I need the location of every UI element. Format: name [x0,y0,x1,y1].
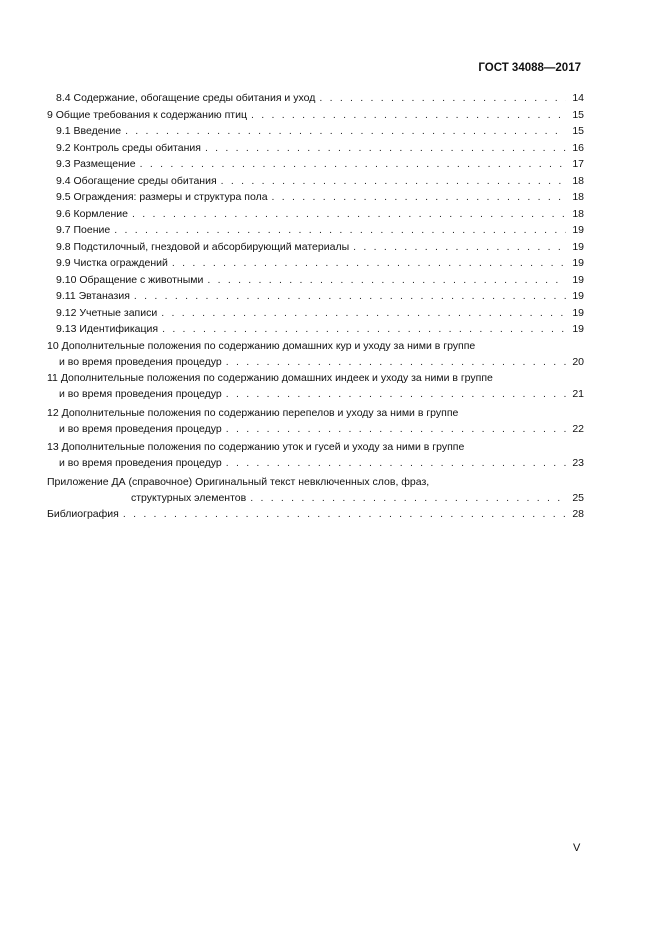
toc-entry-bibliography[interactable] [47,506,584,523]
toc-entry[interactable] [47,107,584,124]
toc-entry-label: 9.2 Контроль среды обитания [56,141,201,154]
toc-entry-page: 18 [572,207,584,220]
toc-entry-page: 20 [572,355,584,368]
toc-entry[interactable] [47,173,584,190]
toc-entry[interactable] [47,156,584,173]
toc-entry-multiline[interactable] [47,405,584,438]
toc-entry-page: 25 [572,491,584,504]
toc-entry[interactable] [47,272,584,289]
toc-entry[interactable] [47,206,584,223]
toc-entry-multiline[interactable] [47,439,584,472]
toc-entry-page: 19 [572,257,584,269]
toc-entry-page: 18 [572,174,584,187]
toc-entry-label: 9.1 Введение [56,125,122,137]
toc-entry[interactable] [47,140,584,157]
toc-entry-page: 16 [572,141,584,154]
toc-entry[interactable] [47,189,584,206]
toc-entry-label: 12 Дополнительные положения по содержанию перепелов и уходу за ними в группе [47,406,459,419]
toc-entry[interactable] [47,321,584,338]
toc-entry-page: 19 [572,224,584,236]
toc-entry-label: 9.11 Эвтаназия [56,290,130,302]
toc-entry-label-continuation: и во время проведения процедур [59,422,222,435]
toc-entry-label: 9.7 Поение [56,224,111,236]
toc-entry[interactable] [47,255,584,272]
toc-entry-page: 19 [572,240,584,253]
toc-entry-label: Приложение ДА (справочное) Оригинальный текст невключенных слов, фраз, [47,475,430,488]
page-number: V [573,842,581,854]
toc-entry-page: 19 [572,290,584,302]
toc-entry-label-continuation: и во время проведения процедур [59,355,222,368]
toc-entry-label: 9.10 Обращение с животными [56,273,204,286]
toc-entry-label: 9 Общие требования к содержанию птиц [47,108,247,121]
document-header: ГОСТ 34088—2017 [478,62,581,74]
toc-entry-multiline[interactable] [47,474,584,507]
toc-entry-label: 9.5 Ограждения: размеры и структура пола [56,191,268,203]
toc-entry-label: Библиография [47,508,119,520]
toc-entry-label: 8.4 Содержание, обогащение среды обитания и уход [56,92,316,104]
toc-entry-label-continuation: и во время проведения процедур [59,457,222,469]
toc-entry[interactable] [47,288,584,305]
toc-entry-page: 15 [572,125,584,137]
toc-entry-page: 15 [572,108,584,121]
toc-entry-label-continuation: структурных элементов [131,491,247,504]
toc-entry-page: 28 [572,508,584,520]
toc-entry-page: 19 [572,323,584,335]
toc-entry-page: 14 [572,92,584,104]
toc-entry-multiline[interactable] [47,338,584,371]
toc-entry-label: 9.13 Идентификация [56,323,159,335]
toc-entry-label: 9.8 Подстилочный, гнездовой и абсорбирующий материалы [56,240,350,253]
toc-entry-label: 10 Дополнительные положения по содержанию домашних кур и уходу за ними в группе [47,339,476,352]
toc-entry-label: 9.4 Обогащение среды обитания [56,174,217,187]
toc-entry[interactable] [47,123,584,140]
toc-entry-label: 9.9 Чистка ограждений [56,257,168,269]
toc-entry-page: 19 [572,306,584,319]
toc-entry-label: 9.6 Кормление [56,207,128,220]
toc-entry-label: 9.3 Размещение [56,158,136,170]
toc-entry-page: 19 [572,273,584,286]
toc-entry-label-continuation: и во время проведения процедур [59,388,222,400]
toc-entry-multiline[interactable] [47,370,584,403]
toc-entry-label: 9.12 Учетные записи [56,306,158,319]
toc-entry-page: 22 [572,422,584,435]
toc-entry-page: 23 [572,457,584,469]
toc-entry[interactable] [47,222,584,239]
toc-entry[interactable] [47,239,584,256]
toc-entry-page: 17 [572,158,584,170]
toc-entry-label: 13 Дополнительные положения по содержанию уток и гусей и уходу за ними в группе [47,441,465,453]
toc-entry-page: 21 [572,388,584,400]
toc-entry-label: 11 Дополнительные положения по содержанию домашних индеек и уходу за ними в группе [47,372,493,384]
toc-entry[interactable] [47,305,584,322]
toc-entry-page: 18 [572,191,584,203]
toc-entry[interactable] [47,90,584,107]
table-of-contents [47,90,584,523]
